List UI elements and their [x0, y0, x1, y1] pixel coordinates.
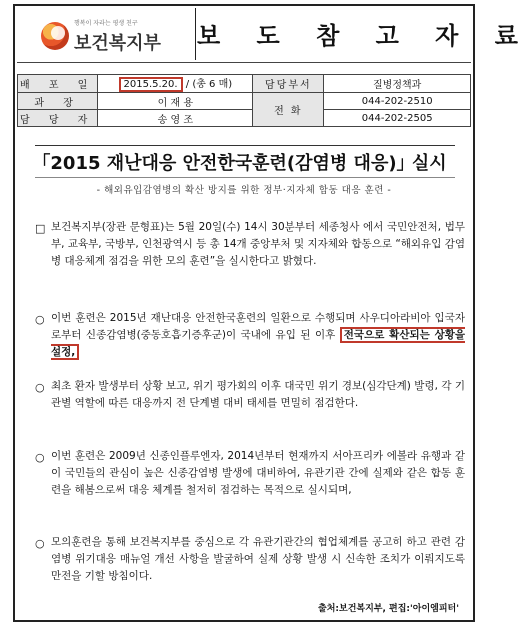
ministry-logo: [41, 16, 181, 56]
logo-tagline: 행복이 자라는 평생 친구: [74, 20, 138, 27]
headline-rule-top: [35, 145, 455, 146]
contact-name: 송 영 조: [98, 110, 253, 127]
header-divider: [195, 8, 196, 60]
release-date-cell: [98, 75, 253, 93]
phone-label: 전 화: [253, 93, 324, 127]
document-title: 보 도 참 고 자 료: [197, 22, 532, 50]
paragraph-4: [35, 448, 465, 499]
paragraph-2: [35, 310, 465, 361]
director-name: 이 재 용: [98, 93, 253, 110]
paragraph-text: 보건복지부(장관 문형표)는 5월 20일(수) 14시 30분부터 세종청사 에서 국민안전처, 법무부, 교육부, 국방부, 인천광역시 등 총 14개 중앙부처 및 지자체와 합동으로 “해외유입 감염병 대응체계 점검을 위한 모의 훈련”을 실시한다고 밝혔다.: [51, 221, 465, 267]
paragraph-bullet: ○: [35, 537, 45, 550]
contact-label: 담 당 자: [18, 110, 98, 127]
press-release-frame: [13, 4, 532, 622]
subheadline: - 해외유입감염병의 확산 방지를 위한 정부·지자체 합동 대응 훈련 -: [96, 185, 392, 196]
director-label: 과 장: [18, 93, 98, 110]
paragraph-bullet: ○: [35, 313, 45, 326]
paragraph-bullet: □: [35, 222, 46, 235]
header: [17, 8, 532, 60]
header-rule: [17, 62, 471, 63]
paragraph-text: 최초 환자 발생부터 상황 보고, 위기 평가회의 이후 대국민 위기 경보(심각단계) 발령, 각 기관별 역할에 따른 대응까지 전 단계별 대비 태세를 면밀히 점검한다.: [51, 380, 465, 409]
headline-rule-bottom: [35, 177, 455, 178]
department-value: 질병정책과: [324, 75, 471, 93]
contact-phone: 044-202-2505: [324, 110, 471, 127]
department-label: 담당부서: [253, 75, 324, 93]
release-date: 2015.5.20.: [119, 77, 183, 92]
info-row-contact: [18, 110, 471, 127]
paragraph-text-a: 이번 훈련은 2015년 재난대응 안전한국훈련의 일환으로 수행되며 사우디아라비아 입국자로부터 신종감염병(중동호흡기증후군)이 국내에 유입 된 이후: [51, 312, 465, 341]
release-date-label: 배 포 일: [18, 75, 98, 93]
paragraph-1: [35, 219, 465, 270]
paragraph-bullet: ○: [35, 381, 45, 394]
paragraph-text: [51, 310, 465, 361]
headline: ｢2015 재난대응 안전한국훈련(감염병 대응)｣ 실시: [41, 153, 447, 174]
logo-mark-icon: [41, 22, 69, 50]
page-count: / (총 6 매): [182, 79, 233, 90]
info-row-release: [18, 75, 471, 93]
paragraph-3: [35, 378, 465, 412]
paragraph-text: 이번 훈련은 2009년 신종인플루엔자, 2014년부터 현재까지 서아프리카 에볼라 유행과 같이 국민들의 관심이 높은 신종감염병 발생에 대비하여, 유관기관 간에 실제와 같은 합동 훈련을 해봄으로써 대응 체계를 철저히 점검하는 목적으로 실시되며,: [51, 450, 465, 496]
source-credit: 출처:보건복지부, 편집:'아이엠피터': [318, 604, 459, 614]
highlighted-phrase: 전국으로 확산되는 상황을 설정,: [51, 329, 465, 358]
logo-name: 보건복지부: [74, 33, 161, 54]
info-row-director: [18, 93, 471, 110]
info-table: [17, 74, 471, 127]
paragraph-bullet: ○: [35, 451, 45, 464]
paragraph-5: [35, 534, 465, 585]
paragraph-text: 모의훈련을 통해 보건복지부를 중심으로 각 유관기관간의 협업체계를 공고히 하고 관련 감염병 위기대응 매뉴얼 개선 사항을 발굴하여 실제 상황 발생 시 신속한 조치가 이뤄지도록 만전을 기할 방침이다.: [51, 536, 465, 582]
director-phone: 044-202-2510: [324, 93, 471, 110]
